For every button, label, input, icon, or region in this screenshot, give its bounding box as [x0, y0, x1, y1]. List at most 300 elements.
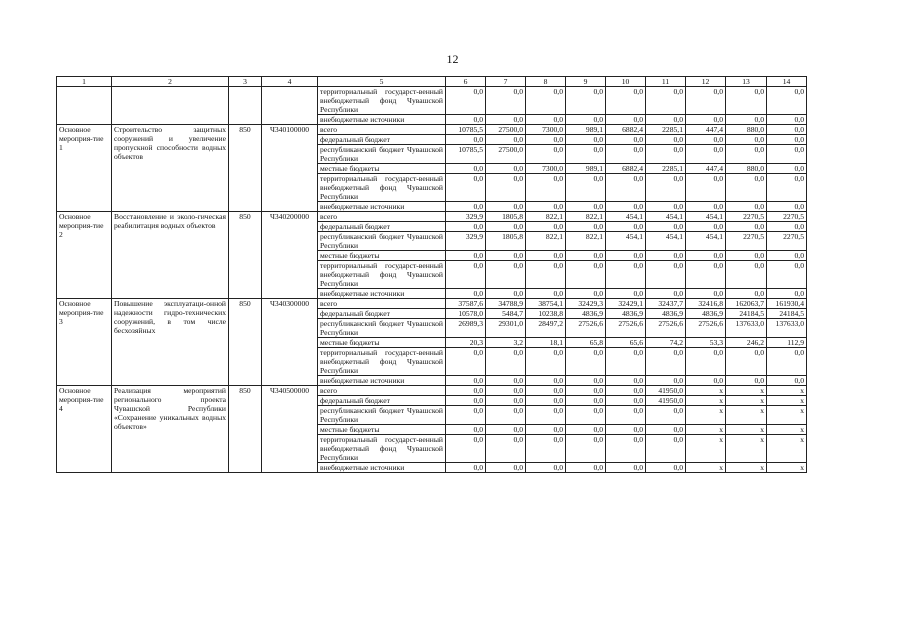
amount-cell: 0,0: [566, 406, 606, 425]
funding-source: внебюджетные источники: [318, 463, 446, 473]
amount-cell: 0,0: [646, 135, 686, 145]
amount-cell: 0,0: [606, 348, 646, 376]
amount-cell: 1805,8: [486, 212, 526, 222]
amount-cell: 10238,8: [526, 309, 566, 319]
amount-cell: 989,1: [566, 164, 606, 174]
amount-cell: 0,0: [726, 348, 767, 376]
amount-cell: 6882,4: [606, 164, 646, 174]
amount-cell: 0,0: [446, 164, 486, 174]
amount-cell: 4836,9: [646, 309, 686, 319]
funding-source: местные бюджеты: [318, 425, 446, 435]
amount-cell: x: [726, 463, 767, 473]
amount-cell: 822,1: [566, 232, 606, 251]
amount-cell: 41950,0: [646, 386, 686, 396]
funding-source: всего: [318, 212, 446, 222]
amount-cell: 0,0: [646, 174, 686, 202]
funding-source: внебюджетные источники: [318, 289, 446, 299]
amount-cell: x: [726, 406, 767, 425]
amount-cell: 0,0: [646, 348, 686, 376]
amount-cell: 0,0: [606, 174, 646, 202]
funding-source: местные бюджеты: [318, 251, 446, 261]
amount-cell: 137633,0: [726, 319, 767, 338]
amount-cell: 0,0: [767, 145, 807, 164]
funding-source: внебюджетные источники: [318, 115, 446, 125]
amount-cell: 0,0: [726, 135, 767, 145]
amount-cell: 0,0: [526, 174, 566, 202]
funding-source: территориальный государст-венный внебюджетный фонд Чувашской Республики: [318, 261, 446, 289]
amount-cell: 0,0: [446, 202, 486, 212]
amount-cell: 0,0: [646, 222, 686, 232]
column-header: 6: [446, 77, 486, 87]
amount-cell: 34788,9: [486, 299, 526, 309]
amount-cell: 0,0: [646, 115, 686, 125]
amount-cell: 4836,9: [686, 309, 726, 319]
event-name: Основное мероприя-тие 2: [57, 212, 112, 299]
amount-cell: 0,0: [446, 348, 486, 376]
header-row: [57, 77, 807, 87]
amount-cell: 0,0: [446, 406, 486, 425]
amount-cell: 0,0: [526, 251, 566, 261]
amount-cell: 1805,8: [486, 232, 526, 251]
column-header: 2: [112, 77, 229, 87]
table-row: [57, 87, 807, 115]
amount-cell: 0,0: [486, 251, 526, 261]
amount-cell: 0,0: [566, 386, 606, 396]
amount-cell: 24184,5: [726, 309, 767, 319]
amount-cell: x: [767, 406, 807, 425]
amount-cell: 0,0: [446, 222, 486, 232]
funding-source: всего: [318, 125, 446, 135]
amount-cell: 0,0: [606, 145, 646, 164]
column-header: 10: [606, 77, 646, 87]
amount-cell: 454,1: [686, 212, 726, 222]
amount-cell: x: [726, 396, 767, 406]
amount-cell: 0,0: [446, 396, 486, 406]
amount-cell: 2270,5: [767, 232, 807, 251]
amount-cell: 112,9: [767, 338, 807, 348]
event-description: [112, 87, 229, 125]
amount-cell: 0,0: [446, 251, 486, 261]
amount-cell: 0,0: [566, 87, 606, 115]
amount-cell: 5484,7: [486, 309, 526, 319]
amount-cell: 10785,5: [446, 125, 486, 135]
amount-cell: 0,0: [767, 348, 807, 376]
amount-cell: 0,0: [566, 348, 606, 376]
amount-cell: 0,0: [726, 222, 767, 232]
amount-cell: 29301,0: [486, 319, 526, 338]
event-description: Повышение эксплуатаци-онной надежности гидро-технических сооружений, в том числе бесхозяйных: [112, 299, 229, 386]
funding-source: федеральный бюджет: [318, 309, 446, 319]
amount-cell: 0,0: [446, 435, 486, 463]
amount-cell: 0,0: [526, 376, 566, 386]
amount-cell: 0,0: [526, 115, 566, 125]
amount-cell: 20,3: [446, 338, 486, 348]
page-number: 12: [446, 52, 459, 66]
amount-cell: 27500,0: [486, 145, 526, 164]
amount-cell: x: [726, 425, 767, 435]
amount-cell: 0,0: [606, 115, 646, 125]
funding-source: республиканский бюджет Чувашской Республики: [318, 145, 446, 164]
amount-cell: 0,0: [686, 222, 726, 232]
event-description: Строительство защитных сооружений и увеличение пропускной способности водных объектов: [112, 125, 229, 212]
event-name: Основное мероприя-тие 1: [57, 125, 112, 212]
amount-cell: 0,0: [486, 463, 526, 473]
amount-cell: 24184,5: [767, 309, 807, 319]
column-header: 13: [726, 77, 767, 87]
amount-cell: 37587,6: [446, 299, 486, 309]
amount-cell: 0,0: [686, 115, 726, 125]
amount-cell: 0,0: [606, 261, 646, 289]
amount-cell: 74,2: [646, 338, 686, 348]
column-header: 9: [566, 77, 606, 87]
amount-cell: 0,0: [767, 174, 807, 202]
amount-cell: 4836,9: [566, 309, 606, 319]
amount-cell: 0,0: [526, 463, 566, 473]
amount-cell: 2285,1: [646, 164, 686, 174]
amount-cell: 0,0: [726, 174, 767, 202]
amount-cell: 32429,1: [606, 299, 646, 309]
amount-cell: 27526,6: [606, 319, 646, 338]
amount-cell: 0,0: [606, 289, 646, 299]
amount-cell: 0,0: [566, 289, 606, 299]
amount-cell: 0,0: [686, 202, 726, 212]
amount-cell: x: [767, 463, 807, 473]
amount-cell: 0,0: [646, 406, 686, 425]
amount-cell: 0,0: [686, 289, 726, 299]
amount-cell: 454,1: [606, 212, 646, 222]
amount-cell: 0,0: [606, 135, 646, 145]
amount-cell: 0,0: [767, 125, 807, 135]
budget-code: Ч340100000: [262, 125, 318, 212]
responsible-code: 850: [229, 299, 262, 386]
amount-cell: x: [686, 406, 726, 425]
amount-cell: 0,0: [526, 348, 566, 376]
amount-cell: 0,0: [526, 396, 566, 406]
amount-cell: 0,0: [767, 87, 807, 115]
amount-cell: 0,0: [606, 463, 646, 473]
amount-cell: 454,1: [686, 232, 726, 251]
funding-source: федеральный бюджет: [318, 135, 446, 145]
table-row: [57, 299, 807, 309]
table-row: [57, 212, 807, 222]
amount-cell: 0,0: [566, 145, 606, 164]
amount-cell: 0,0: [486, 222, 526, 232]
responsible-code: 850: [229, 125, 262, 212]
amount-cell: 0,0: [526, 135, 566, 145]
funding-source: федеральный бюджет: [318, 396, 446, 406]
amount-cell: x: [726, 386, 767, 396]
amount-cell: 0,0: [486, 115, 526, 125]
amount-cell: 0,0: [726, 202, 767, 212]
amount-cell: 0,0: [526, 222, 566, 232]
amount-cell: 0,0: [726, 87, 767, 115]
amount-cell: 32429,3: [566, 299, 606, 309]
funding-table: [56, 76, 807, 473]
amount-cell: 0,0: [566, 261, 606, 289]
amount-cell: 0,0: [446, 289, 486, 299]
column-header: 1: [57, 77, 112, 87]
amount-cell: 0,0: [726, 376, 767, 386]
amount-cell: 10578,0: [446, 309, 486, 319]
funding-source: местные бюджеты: [318, 338, 446, 348]
amount-cell: 0,0: [686, 376, 726, 386]
amount-cell: 0,0: [566, 376, 606, 386]
amount-cell: 0,0: [606, 202, 646, 212]
amount-cell: 137633,0: [767, 319, 807, 338]
amount-cell: 0,0: [606, 435, 646, 463]
amount-cell: 2285,1: [646, 125, 686, 135]
funding-source: территориальный государст-венный внебюджетный фонд Чувашской Республики: [318, 174, 446, 202]
amount-cell: 0,0: [566, 463, 606, 473]
amount-cell: 0,0: [646, 376, 686, 386]
amount-cell: 0,0: [446, 87, 486, 115]
budget-code: Ч340300000: [262, 299, 318, 386]
column-header: 5: [318, 77, 446, 87]
amount-cell: 0,0: [526, 145, 566, 164]
amount-cell: 0,0: [606, 376, 646, 386]
amount-cell: 0,0: [726, 145, 767, 164]
amount-cell: 0,0: [486, 174, 526, 202]
amount-cell: 4836,9: [606, 309, 646, 319]
column-header: 12: [686, 77, 726, 87]
amount-cell: 0,0: [606, 425, 646, 435]
amount-cell: x: [726, 435, 767, 463]
amount-cell: 0,0: [646, 202, 686, 212]
amount-cell: 0,0: [526, 202, 566, 212]
amount-cell: 0,0: [446, 174, 486, 202]
event-name: Основное мероприя-тие 3: [57, 299, 112, 386]
column-header: 7: [486, 77, 526, 87]
amount-cell: 0,0: [566, 222, 606, 232]
amount-cell: 0,0: [526, 261, 566, 289]
amount-cell: x: [686, 425, 726, 435]
amount-cell: 27526,6: [686, 319, 726, 338]
amount-cell: 0,0: [526, 425, 566, 435]
amount-cell: x: [767, 435, 807, 463]
amount-cell: x: [686, 386, 726, 396]
amount-cell: 10785,5: [446, 145, 486, 164]
responsible-code: [229, 87, 262, 125]
amount-cell: 0,0: [686, 174, 726, 202]
amount-cell: 0,0: [646, 145, 686, 164]
amount-cell: 0,0: [767, 376, 807, 386]
funding-source: внебюджетные источники: [318, 202, 446, 212]
amount-cell: 0,0: [726, 261, 767, 289]
funding-source: территориальный государст-венный внебюджетный фонд Чувашской Республики: [318, 435, 446, 463]
amount-cell: 0,0: [486, 135, 526, 145]
amount-cell: 0,0: [686, 348, 726, 376]
amount-cell: 0,0: [646, 251, 686, 261]
amount-cell: 6882,4: [606, 125, 646, 135]
amount-cell: 0,0: [606, 251, 646, 261]
amount-cell: 53,3: [686, 338, 726, 348]
amount-cell: 0,0: [486, 435, 526, 463]
amount-cell: 0,0: [726, 115, 767, 125]
amount-cell: 0,0: [646, 87, 686, 115]
amount-cell: 0,0: [646, 261, 686, 289]
amount-cell: x: [686, 463, 726, 473]
amount-cell: x: [767, 425, 807, 435]
amount-cell: 38754,1: [526, 299, 566, 309]
amount-cell: 0,0: [526, 87, 566, 115]
amount-cell: 0,0: [566, 202, 606, 212]
event-name: Основное мероприя-тие 4: [57, 386, 112, 473]
amount-cell: 27526,6: [646, 319, 686, 338]
amount-cell: 0,0: [486, 87, 526, 115]
amount-cell: 0,0: [446, 261, 486, 289]
amount-cell: 161930,4: [767, 299, 807, 309]
amount-cell: x: [686, 435, 726, 463]
amount-cell: 880,0: [726, 125, 767, 135]
amount-cell: 0,0: [486, 202, 526, 212]
table-row: [57, 386, 807, 396]
amount-cell: 0,0: [767, 164, 807, 174]
amount-cell: 0,0: [566, 425, 606, 435]
amount-cell: 0,0: [767, 202, 807, 212]
amount-cell: 0,0: [566, 396, 606, 406]
amount-cell: 447,4: [686, 164, 726, 174]
amount-cell: 0,0: [767, 135, 807, 145]
amount-cell: 0,0: [566, 115, 606, 125]
amount-cell: 822,1: [526, 212, 566, 222]
amount-cell: 7300,0: [526, 164, 566, 174]
funding-source: внебюджетные источники: [318, 376, 446, 386]
funding-source: территориальный государст-венный внебюджетный фонд Чувашской Республики: [318, 87, 446, 115]
amount-cell: 0,0: [446, 386, 486, 396]
event-description: Восстановление и эколо-гическая реабилитация водных объектов: [112, 212, 229, 299]
amount-cell: 246,2: [726, 338, 767, 348]
amount-cell: 822,1: [566, 212, 606, 222]
amount-cell: 0,0: [767, 289, 807, 299]
amount-cell: 0,0: [606, 386, 646, 396]
budget-code: Ч340500000: [262, 386, 318, 473]
amount-cell: 822,1: [526, 232, 566, 251]
amount-cell: 0,0: [726, 251, 767, 261]
amount-cell: 0,0: [606, 396, 646, 406]
amount-cell: 0,0: [767, 251, 807, 261]
amount-cell: 0,0: [486, 406, 526, 425]
amount-cell: 162063,7: [726, 299, 767, 309]
funding-source: республиканский бюджет Чувашской Республики: [318, 319, 446, 338]
amount-cell: 0,0: [646, 425, 686, 435]
amount-cell: 0,0: [566, 435, 606, 463]
amount-cell: 0,0: [446, 135, 486, 145]
amount-cell: 880,0: [726, 164, 767, 174]
column-header: 8: [526, 77, 566, 87]
amount-cell: 329,9: [446, 212, 486, 222]
amount-cell: 0,0: [646, 435, 686, 463]
amount-cell: 0,0: [646, 463, 686, 473]
amount-cell: 447,4: [686, 125, 726, 135]
amount-cell: 0,0: [486, 425, 526, 435]
funding-source: всего: [318, 386, 446, 396]
amount-cell: 26989,3: [446, 319, 486, 338]
amount-cell: 0,0: [646, 289, 686, 299]
column-header: 11: [646, 77, 686, 87]
funding-source: республиканский бюджет Чувашской Республики: [318, 406, 446, 425]
amount-cell: 0,0: [446, 376, 486, 386]
amount-cell: 28497,2: [526, 319, 566, 338]
budget-code: [262, 87, 318, 125]
amount-cell: 0,0: [446, 115, 486, 125]
amount-cell: 0,0: [526, 386, 566, 396]
funding-source: федеральный бюджет: [318, 222, 446, 232]
amount-cell: 0,0: [486, 376, 526, 386]
event-name: [57, 87, 112, 125]
amount-cell: 41950,0: [646, 396, 686, 406]
amount-cell: 0,0: [767, 222, 807, 232]
responsible-code: 850: [229, 386, 262, 473]
amount-cell: x: [686, 396, 726, 406]
amount-cell: 329,9: [446, 232, 486, 251]
amount-cell: x: [767, 386, 807, 396]
amount-cell: 2270,5: [767, 212, 807, 222]
amount-cell: x: [767, 396, 807, 406]
amount-cell: 454,1: [606, 232, 646, 251]
column-header: 3: [229, 77, 262, 87]
amount-cell: 65,6: [606, 338, 646, 348]
amount-cell: 0,0: [606, 87, 646, 115]
column-header: 4: [262, 77, 318, 87]
amount-cell: 27500,0: [486, 125, 526, 135]
amount-cell: 0,0: [486, 386, 526, 396]
amount-cell: 0,0: [686, 261, 726, 289]
amount-cell: 0,0: [526, 435, 566, 463]
table-row: [57, 125, 807, 135]
amount-cell: 32416,8: [686, 299, 726, 309]
amount-cell: 65,8: [566, 338, 606, 348]
amount-cell: 454,1: [646, 232, 686, 251]
funding-source: территориальный государст-венный внебюджетный фонд Чувашской Республики: [318, 348, 446, 376]
amount-cell: 0,0: [686, 145, 726, 164]
budget-code: Ч340200000: [262, 212, 318, 299]
amount-cell: 0,0: [566, 174, 606, 202]
amount-cell: 0,0: [486, 164, 526, 174]
amount-cell: 18,1: [526, 338, 566, 348]
amount-cell: 2270,5: [726, 232, 767, 251]
amount-cell: 0,0: [486, 261, 526, 289]
amount-cell: 0,0: [446, 425, 486, 435]
amount-cell: 0,0: [486, 396, 526, 406]
amount-cell: 0,0: [767, 115, 807, 125]
event-description: Реализация мероприятий регионального проекта Чувашской Республики «Сохранение уникальных водных объектов»: [112, 386, 229, 473]
funding-source: республиканский бюджет Чувашской Республики: [318, 232, 446, 251]
amount-cell: 0,0: [606, 406, 646, 425]
amount-cell: 0,0: [566, 135, 606, 145]
amount-cell: 0,0: [726, 289, 767, 299]
amount-cell: 32437,7: [646, 299, 686, 309]
amount-cell: 0,0: [686, 251, 726, 261]
amount-cell: 0,0: [686, 135, 726, 145]
amount-cell: 3,2: [486, 338, 526, 348]
funding-source: местные бюджеты: [318, 164, 446, 174]
amount-cell: 0,0: [446, 463, 486, 473]
amount-cell: 0,0: [486, 289, 526, 299]
amount-cell: 0,0: [686, 87, 726, 115]
amount-cell: 0,0: [606, 222, 646, 232]
amount-cell: 0,0: [566, 251, 606, 261]
responsible-code: 850: [229, 212, 262, 299]
funding-source: всего: [318, 299, 446, 309]
amount-cell: 27526,6: [566, 319, 606, 338]
column-header: 14: [767, 77, 807, 87]
amount-cell: 989,1: [566, 125, 606, 135]
amount-cell: 7300,0: [526, 125, 566, 135]
amount-cell: 0,0: [526, 289, 566, 299]
amount-cell: 0,0: [767, 261, 807, 289]
amount-cell: 454,1: [646, 212, 686, 222]
amount-cell: 0,0: [486, 348, 526, 376]
